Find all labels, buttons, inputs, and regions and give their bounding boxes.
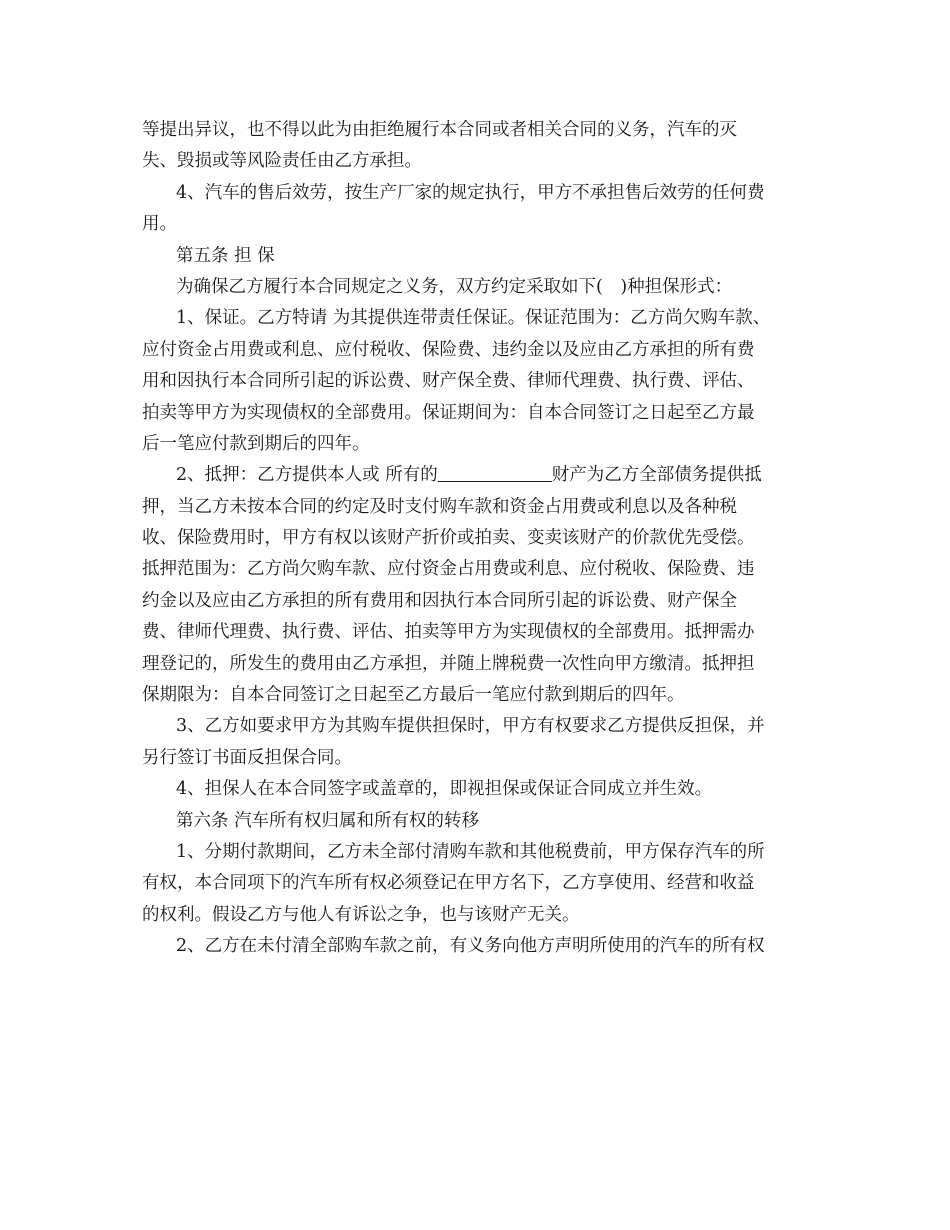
text-line-content: 约金以及应由乙方承担的所有费用和因执行本合同所引起的诉讼费、财产保全 [142,590,737,611]
text-line [142,900,808,931]
text-line [142,711,808,742]
text-line-content: 另行签订书面反担保合同。 [142,747,352,768]
text-line-content: 第五条 担 保 [176,245,275,266]
text-line-content: 等提出异议，也不得以此为由拒绝履行本合同或者相关合同的义务，汽车的灭 [142,120,737,140]
text-line-content: 2、乙方在未付清全部购车款之前，有义务向他方声明所使用的汽车的所有权 [176,936,765,957]
text-line-content: 4、担保人在本合同签字或盖章的，即视担保或保证合同成立并生效。 [176,779,713,800]
text-line [142,617,808,648]
fill-in-blank [438,463,552,482]
text-line [142,837,808,868]
text-line-content: 押，当乙方未按本合同的约定及时支付购车款和资金占用费或利息以及各种税 [142,496,737,517]
text-line [142,146,808,177]
text-line [142,429,808,460]
text-line [142,209,808,240]
text-line [142,806,808,837]
text-line [142,115,808,146]
text-line [142,303,808,334]
text-line [142,743,808,774]
text-line [142,272,808,303]
text-line-content: 拍卖等甲方为实现债权的全部费用。保证期间为：自本合同签订之日起至乙方最 [142,402,755,423]
text-line-content: 失、毁损或等风险责任由乙方承担。 [142,151,422,172]
text-line [142,774,808,805]
text-line-content: 第六条 汽车所有权归属和所有权的转移 [176,810,480,831]
text-line-continuation: 财产为乙方全部债务提供抵 [551,465,762,486]
contract-body-text [142,115,808,963]
text-line-content: 应付资金占用费或利息、应付税收、保险费、违约金以及应由乙方承担的所有费 [142,339,755,360]
text-line [142,335,808,366]
text-line-content: 抵押范围为：乙方尚欠购车款、应付资金占用费或利息、应付税收、保险费、违 [142,559,755,580]
text-line [142,398,808,429]
text-line-content: 2、抵押：乙方提供本人或 所有的 [176,465,438,486]
text-line [142,523,808,554]
text-line-content: 1、分期付款期间，乙方未全部付清购车款和其他税费前，甲方保存汽车的所 [176,841,765,862]
text-line-content: 后一笔应付款到期后的四年。 [142,433,370,454]
text-line-content: 4、汽车的售后效劳，按生产厂家的规定执行，甲方不承担售后效劳的任何费 [176,182,765,203]
text-line-content: 保期限为：自本合同签订之日起至乙方最后一笔应付款到期后的四年。 [142,685,685,706]
text-line [142,492,808,523]
text-line-content: 用。 [142,214,177,235]
text-line [142,366,808,397]
text-line [142,586,808,617]
text-line [142,931,808,962]
text-line [142,460,808,491]
text-line [142,649,808,680]
text-line-content: 用和因执行本合同所引起的诉讼费、财产保全费、律师代理费、执行费、评估、 [142,371,755,392]
text-line [142,680,808,711]
text-line-content: 3、乙方如要求甲方为其购车提供担保时，甲方有权要求乙方提供反担保，并 [176,716,765,737]
text-line-content: 理登记的，所发生的费用由乙方承担，并随上牌税费一次性向甲方缴清。抵押担 [142,653,755,674]
text-line-content: 为确保乙方履行本合同规定之义务，双方约定采取如下( )种担保形式： [176,276,733,297]
text-line-content: 有权，本合同项下的汽车所有权必须登记在甲方名下，乙方享使用、经营和收益 [142,873,755,894]
text-line-content: 费、律师代理费、执行费、评估、拍卖等甲方为实现债权的全部费用。抵押需办 [142,622,755,643]
text-line-content: 收、保险费用时，甲方有权以该财产折价或拍卖、变卖该财产的价款优先受偿。 [142,528,755,549]
text-line-content: 的权利。假设乙方与他人有诉讼之争，也与该财产无关。 [142,904,580,925]
text-line-content: 1、保证。乙方特请 为其提供连带责任保证。保证范围为：乙方尚欠购车款、 [176,308,771,329]
text-line [142,178,808,209]
text-line [142,868,808,899]
text-line [142,241,808,272]
text-line [142,554,808,585]
